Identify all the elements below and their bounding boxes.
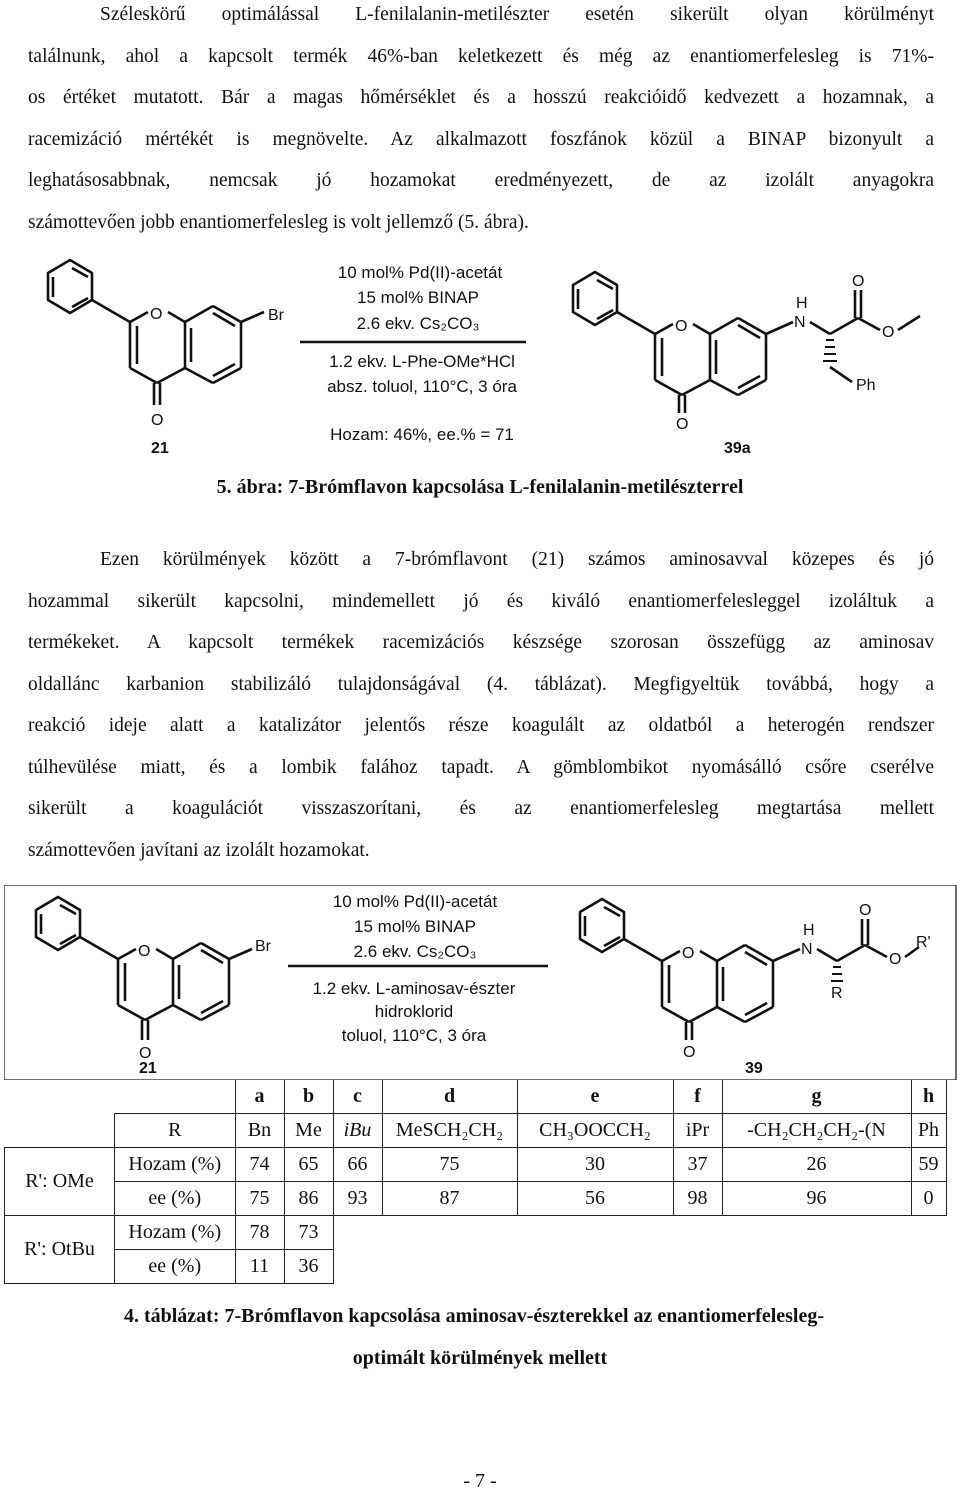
column-header: f bbox=[673, 1080, 722, 1114]
row-label: ee (%) bbox=[115, 1182, 236, 1216]
table-row bbox=[5, 1114, 947, 1148]
o-label: O bbox=[882, 324, 895, 341]
row-label: ee (%) bbox=[115, 1250, 236, 1284]
compound-label-21: 21 bbox=[139, 1060, 157, 1077]
table-cell: 66 bbox=[333, 1148, 382, 1182]
intro-line-4: racemizáció mértékét is megnövelte. Az alkalmazott foszfánok közül a BINAP bizonyult a bbox=[28, 128, 934, 150]
figure-5-caption: 5. ábra: 7-Brómflavon kapcsolása L-fenilalanin-metilészterrel bbox=[216, 476, 744, 498]
table-cell: 96 bbox=[722, 1182, 911, 1216]
condition-line: 15 mol% BINAP bbox=[354, 917, 476, 936]
condition-line: 2.6 ekv. Cs₂CO₃ bbox=[353, 942, 477, 961]
condition-line: 10 mol% Pd(II)-acetát bbox=[332, 892, 498, 911]
para2-line-7: sikerült a koagulációt visszaszorítani, és az enantiomerfelesleg megtartása mellett bbox=[28, 798, 934, 819]
column-header: g bbox=[722, 1080, 911, 1114]
para2-line-4: oldallánc karbanion stabilizáló tulajdonságával (4. táblázat). Megfigyeltük továbbá, hogy a bbox=[28, 673, 934, 695]
reaction-scheme-table4 bbox=[4, 885, 960, 1080]
table-cell: 37 bbox=[673, 1148, 722, 1182]
page-number: - 7 - bbox=[463, 1470, 497, 1492]
r-value: Bn bbox=[235, 1114, 284, 1148]
table-cell: 93 bbox=[333, 1182, 382, 1216]
table-cell: 74 bbox=[235, 1148, 284, 1182]
table-header-row bbox=[5, 1080, 947, 1114]
reaction-scheme-5 bbox=[0, 250, 960, 465]
table-cell: 86 bbox=[284, 1182, 333, 1216]
o-label: O bbox=[683, 1044, 696, 1061]
compound-label-39: 39 bbox=[745, 1060, 763, 1077]
para2-line-3: termékeket. A kapcsolt termékek racemizációs készsége szorosan összefügg az aminosav bbox=[28, 632, 934, 653]
table-cell: 75 bbox=[235, 1182, 284, 1216]
table-cell: 0 bbox=[911, 1182, 946, 1216]
table-cell bbox=[333, 1250, 946, 1284]
o-label: O bbox=[889, 951, 902, 968]
ph-label: Ph bbox=[856, 377, 876, 394]
para2-line-5: reakció ideje alatt a katalizátor jelentős része koagulált az oldatból a heterogén rendszer bbox=[28, 715, 934, 736]
r-value: iBu bbox=[333, 1114, 382, 1148]
column-header: b bbox=[284, 1080, 333, 1114]
row-label: Hozam (%) bbox=[115, 1216, 236, 1250]
condition-line: 1.2 ekv. L-Phe-OMe*HCl bbox=[329, 352, 515, 371]
condition-line: absz. toluol, 110°C, 3 óra bbox=[327, 377, 517, 396]
condition-line: hidroklorid bbox=[374, 1002, 454, 1021]
br-label: Br bbox=[268, 307, 284, 324]
table-cell bbox=[5, 1114, 115, 1148]
r-value: iPr bbox=[673, 1114, 722, 1148]
column-header: d bbox=[382, 1080, 517, 1114]
column-header: e bbox=[517, 1080, 673, 1114]
r-label: R bbox=[831, 985, 843, 1002]
o-label: O bbox=[682, 945, 695, 962]
r-value: MeSCH₂CH₂ bbox=[382, 1114, 517, 1148]
o-label: O bbox=[676, 416, 689, 433]
phenyl-ring bbox=[48, 260, 92, 313]
intro-line-5: leghatásosabbnak, nemcsak jó hozamokat eredményezett, de az izolált anyagokra bbox=[28, 170, 934, 191]
column-header: a bbox=[235, 1080, 284, 1114]
row-label: Hozam (%) bbox=[115, 1148, 236, 1182]
r-value: Ph bbox=[911, 1114, 946, 1148]
table-row bbox=[5, 1216, 947, 1250]
para2-line-1: Ezen körülmények között a 7-brómflavont (21) számos aminosavval közepes és jó bbox=[100, 549, 934, 570]
table-cell: 11 bbox=[235, 1250, 284, 1284]
table-cell bbox=[115, 1080, 236, 1114]
group-label: R': OMe bbox=[5, 1148, 115, 1216]
table-cell: 75 bbox=[382, 1148, 517, 1182]
o-label: O bbox=[151, 412, 164, 429]
table-cell: 73 bbox=[284, 1216, 333, 1250]
table-cell bbox=[5, 1080, 115, 1114]
para2-line-6: túlhevülése miatt, és a lombik falához tapadt. A gömblombikot nyomásálló csőre cserélve bbox=[28, 756, 934, 778]
condition-line: toluol, 110°C, 3 óra bbox=[341, 1026, 487, 1045]
r-value: CH₃OOCCH₂ bbox=[517, 1114, 673, 1148]
table-cell: 87 bbox=[382, 1182, 517, 1216]
o-label: O bbox=[859, 902, 872, 919]
column-header: h bbox=[911, 1080, 946, 1114]
compound-label-39a: 39a bbox=[724, 440, 751, 457]
row-label: R bbox=[115, 1114, 236, 1148]
intro-line-3: os értéket mutatott. Bár a magas hőmérséklet és a hosszú reakcióidő kedvezett a hozamnak, a bbox=[28, 87, 934, 108]
table-cell: 59 bbox=[911, 1148, 946, 1182]
r-value: Me bbox=[284, 1114, 333, 1148]
table-cell: 78 bbox=[235, 1216, 284, 1250]
intro-paragraph bbox=[28, 0, 934, 243]
yield-text: Hozam: 46%, ee.% = 71 bbox=[330, 425, 514, 444]
second-paragraph bbox=[28, 539, 934, 871]
table-row bbox=[5, 1250, 947, 1284]
h-label: H bbox=[796, 295, 808, 312]
n-label: N bbox=[801, 941, 813, 958]
o-label: O bbox=[139, 1045, 152, 1062]
n-label: N bbox=[794, 314, 806, 331]
r-prime-label: R' bbox=[916, 934, 931, 951]
table-4-caption-line-2: optimált körülmények mellett bbox=[352, 1347, 608, 1369]
condition-line: 2.6 ekv. Cs₂CO₃ bbox=[356, 314, 480, 333]
para2-line-2: hozammal sikerült kapcsolni, mindemellett jó és kiváló enantiomerfelesleggel izoláltuk a bbox=[28, 590, 934, 612]
table-row bbox=[5, 1182, 947, 1216]
table-row bbox=[5, 1148, 947, 1182]
table-cell: 30 bbox=[517, 1148, 673, 1182]
results-table bbox=[4, 1080, 947, 1284]
o-label: O bbox=[138, 943, 151, 960]
table-cell: 26 bbox=[722, 1148, 911, 1182]
condition-line: 10 mol% Pd(II)-acetát bbox=[337, 263, 503, 282]
intro-line-1: Széleskörű optimálással L-fenilalanin-metilészter esetén sikerült olyan körülményt bbox=[100, 4, 934, 25]
table-cell: 65 bbox=[284, 1148, 333, 1182]
o-label: O bbox=[675, 318, 688, 335]
table-cell: 98 bbox=[673, 1182, 722, 1216]
table-cell: 36 bbox=[284, 1250, 333, 1284]
para2-line-8: számottevően javítani az izolált hozamokat. bbox=[28, 839, 370, 861]
table-4-caption-line-1: 4. táblázat: 7-Brómflavon kapcsolása aminosav-észterekkel az enantiomerfelesleg- bbox=[123, 1305, 825, 1327]
br-label: Br bbox=[255, 938, 271, 955]
group-label: R': OtBu bbox=[5, 1216, 115, 1284]
condition-line: 1.2 ekv. L-aminosav-észter bbox=[312, 979, 516, 998]
table-cell bbox=[333, 1216, 946, 1250]
h-label: H bbox=[803, 922, 815, 939]
intro-line-6: számottevően jobb enantiomerfelesleg is volt jellemző (5. ábra). bbox=[28, 211, 529, 233]
intro-line-2: találnunk, ahol a kapcsolt termék 46%-ban keletkezett és még az enantiomerfelesleg is 71%- bbox=[28, 45, 934, 67]
condition-line: 15 mol% BINAP bbox=[357, 288, 479, 307]
table-cell: 56 bbox=[517, 1182, 673, 1216]
column-header: c bbox=[333, 1080, 382, 1114]
o-label: O bbox=[852, 273, 865, 290]
compound-label-21: 21 bbox=[151, 440, 169, 457]
o-label: O bbox=[150, 306, 163, 323]
r-value: -CH₂CH₂CH₂-(N bbox=[722, 1114, 911, 1148]
